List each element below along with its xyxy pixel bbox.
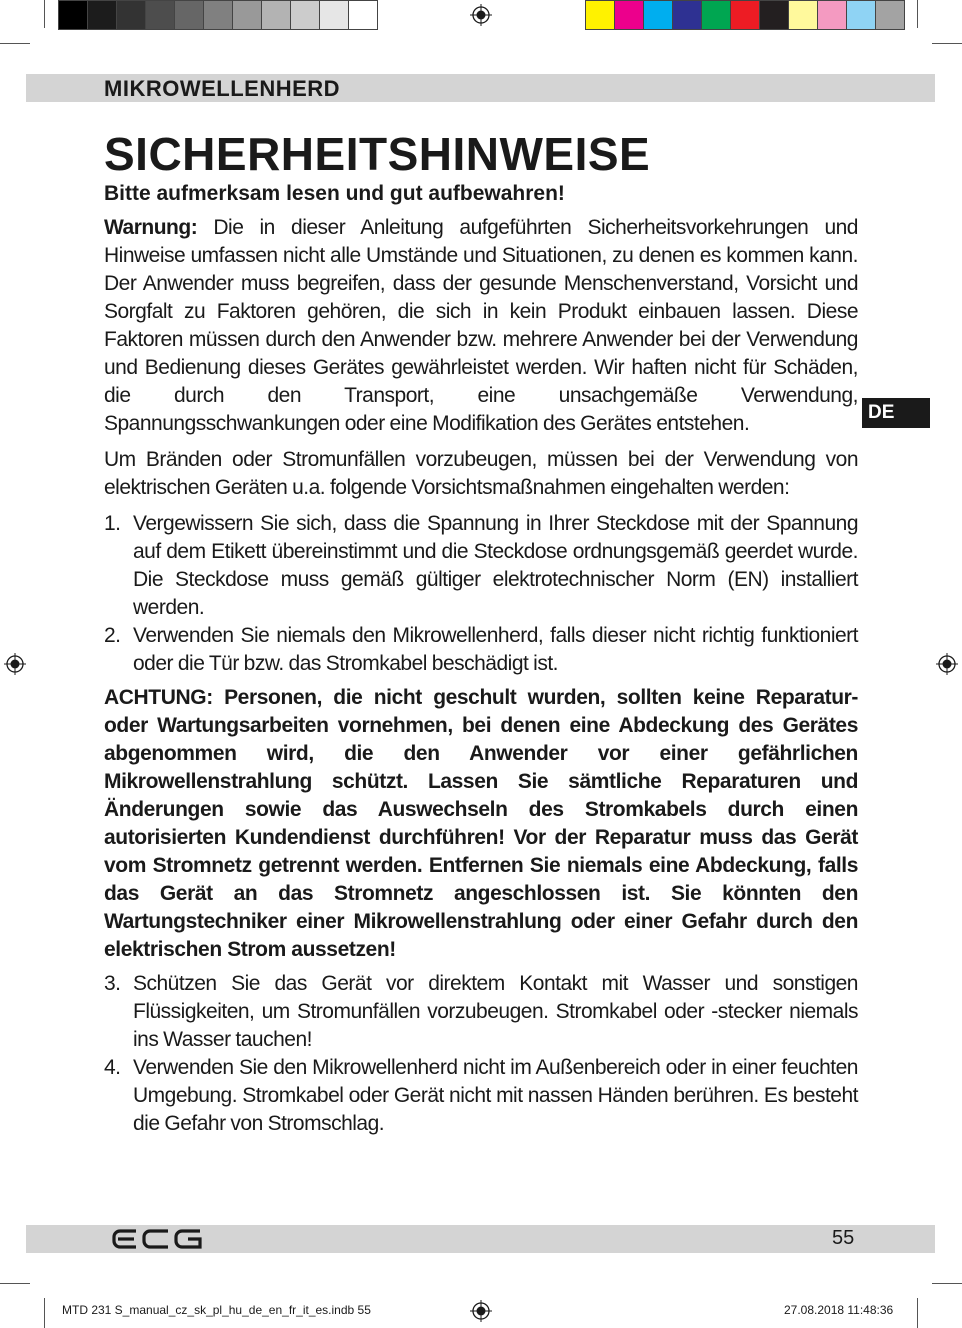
gray-swatch: [262, 1, 291, 29]
color-swatch: [702, 1, 731, 29]
color-calibration-bar: [585, 0, 905, 30]
registration-mark-icon: [470, 1300, 492, 1322]
gray-swatch: [349, 1, 377, 29]
crop-mark: [917, 0, 918, 28]
list-number: 1.: [104, 512, 121, 535]
gray-swatch: [117, 1, 146, 29]
page-number: 55: [832, 1227, 855, 1249]
crop-mark: [44, 1298, 45, 1328]
gray-swatch: [59, 1, 88, 29]
gray-swatch: [88, 1, 117, 29]
color-swatch: [847, 1, 876, 29]
crop-mark: [917, 1298, 918, 1328]
crop-mark: [44, 0, 45, 28]
color-swatch: [644, 1, 673, 29]
color-swatch: [760, 1, 789, 29]
list-text: Verwenden Sie den Mikrowellenherd nicht im Außenbereich oder in einer feuchten Umgebung. Stromkabel oder Gerät nicht mit nassen Händen berühren. Es besteht die Gefahr von Stromschlag.: [133, 1056, 858, 1135]
page-title: SICHERHEITSHINWEISE: [104, 128, 651, 180]
list-item: [104, 1054, 858, 1138]
color-swatch: [789, 1, 818, 29]
crop-mark: [932, 43, 962, 44]
list-number: 2.: [104, 624, 121, 647]
list-text: Verwenden Sie niemals den Mikrowellenherd, falls dieser nicht richtig funktioniert oder die Tür bzw. das Stromkabel beschädigt ist.: [133, 624, 858, 675]
crop-mark: [0, 43, 30, 44]
warning-paragraph: [104, 214, 858, 438]
warning-label: Warnung:: [104, 216, 198, 239]
main-content: [104, 128, 858, 1144]
color-swatch: [731, 1, 760, 29]
list-text: Vergewissern Sie sich, dass die Spannung in Ihrer Steckdose mit der Spannung auf dem Etikett übereinstimmt und die Steckdose ordnungsgemäß geerdet wurde. Die Steckdose muss gemäß gültiger elektrotechnischer Norm (EN) installiert werden.: [133, 512, 858, 619]
section-title: MIKROWELLENHERD: [104, 76, 341, 101]
gray-swatch: [291, 1, 320, 29]
gray-swatch: [204, 1, 233, 29]
color-swatch: [615, 1, 644, 29]
list-item: [104, 510, 858, 622]
color-swatch: [876, 1, 904, 29]
ecg-logo: [112, 1229, 202, 1249]
list-item: [104, 970, 858, 1054]
color-swatch: [818, 1, 847, 29]
precaution-list: [104, 970, 858, 1138]
color-swatch: [586, 1, 615, 29]
list-number: 3.: [104, 972, 121, 995]
slug-date: 27.08.2018 11:48:36: [784, 1303, 894, 1317]
language-tab: DE: [862, 398, 930, 428]
gray-swatch: [320, 1, 349, 29]
list-number: 4.: [104, 1056, 121, 1079]
list-item: [104, 622, 858, 678]
registration-mark-icon: [4, 653, 26, 675]
list-text: Schützen Sie das Gerät vor direktem Kontakt mit Wasser und sonstigen Flüssigkeiten, um Stromunfällen vorzubeugen. Stromkabel oder -stecker niemals ins Wasser tauchen!: [133, 972, 858, 1051]
crop-mark: [0, 1283, 30, 1284]
precaution-list: [104, 510, 858, 678]
registration-mark-icon: [936, 653, 958, 675]
color-swatch: [673, 1, 702, 29]
crop-mark: [932, 1283, 962, 1284]
page-subtitle: Bitte aufmerksam lesen und gut aufbewahren!: [104, 182, 565, 205]
gray-swatch: [233, 1, 262, 29]
gray-swatch: [175, 1, 204, 29]
slug-file: MTD 231 S_manual_cz_sk_pl_hu_de_en_fr_it_es.indb 55: [62, 1303, 371, 1317]
registration-mark-icon: [470, 4, 492, 26]
caution-paragraph: ACHTUNG: Personen, die nicht geschult wurden, sollten keine Reparatur- oder Wartungsarbeiten vornehmen, bei denen eine Abdeckung des Gerätes abgenommen wird, die den Anwender vor einer gefährlichen Mikrowellenstrahlung schützt. Lassen Sie sämtliche Reparaturen und Änderungen sowie das Auswechseln des Stromkabels durch einen autorisierten Kundendienst durchführen! Vor der Reparatur muss das Gerät vom Stromnetz getrennt werden. Entfernen Sie niemals eine Abdeckung, falls das Gerät an das Stromnetz angeschlossen ist. Sie könnten den Wartungstechniker einer Mikrowellenstrahlung oder einer Gefahr durch den elektrischen Strom aussetzen!: [104, 686, 858, 961]
intro-paragraph: Um Bränden oder Stromunfällen vorzubeugen, müssen bei der Verwendung von elektrischen Geräten u.a. folgende Vorsichtsmaßnahmen eingehalten werden:: [104, 448, 858, 499]
gray-swatch: [146, 1, 175, 29]
gray-calibration-bar: [58, 0, 378, 30]
warning-text: Die in dieser Anleitung aufgeführten Sicherheitsvorkehrungen und Hinweise umfassen nicht alle Umstände und Situationen, zu denen es kommen kann. Der Anwender muss begreifen, dass der gesunde Menschenverstand, Vorsicht und Sorgfalt zu Faktoren gehören, die sich in kein Produkt einbauen lassen. Diese Faktoren müssen durch den Anwender bzw. mehrere Anwender bei der Verwendung und Bedienung dieses Gerätes gewährleistet werden. Wir haften nicht für Schäden, die durch den Transport, eine unsachgemäße Verwendung, Spannungsschwankungen oder eine Modifikation des Gerätes entstehen.: [104, 216, 858, 435]
